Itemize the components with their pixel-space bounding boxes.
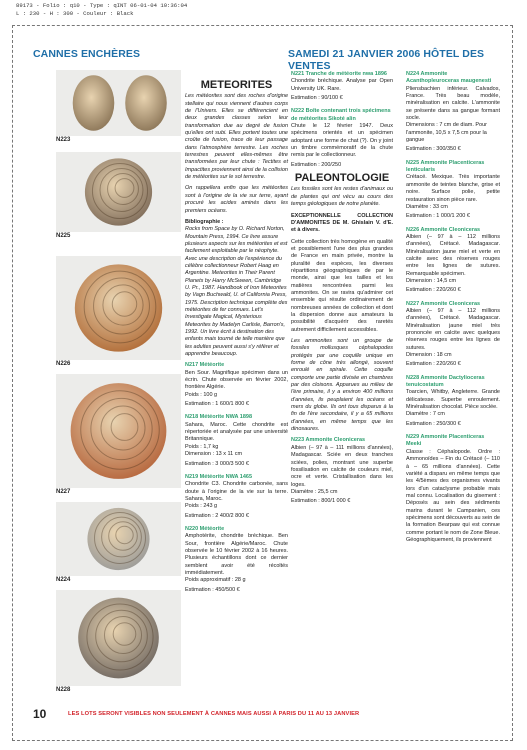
- lot-list-meteorites-2: [291, 71, 393, 169]
- section-title-paleontology: PALEONTOLOGIE: [294, 172, 390, 185]
- print-metadata-line-2: L : 230 - H : 300 - Couleur : Black: [16, 10, 134, 17]
- lot-description: Chute le 12 février 1947. Deux spécimens orientés et un spécimen adoptant une forme de chat (?). On y joint un timbre commémoratif de la chute remis par le collectionneur.: [291, 123, 393, 159]
- bibliography-text: Rocks from Space by O. Richard Norton, Mountain Press, 1994. Ce livre assure plusieurs aspects sur les météorites et est facilement exploitable par le néophyte. Avec une description de l'expérience du célèbre collectionneur Robert Haag en Argentine. Meteorites in Their Parent Planets by Harry McSween, Cambridge U. Pr., 1987. Handbook of Iron Meteorites by Vagn Buchwald, U. of California Press, 1975. Description technique complète des météorites de fer connues. Let's Investigate Magical, Mysterious Meteorites by Madelyn Carlisle, Barron's, 1992. Un livre écrit à destination des enfants mais tourné de telle manière que les adultes peuvent aussi s'y référer et apprendre beaucoup.: [185, 226, 288, 358]
- lot-details: Poids : 1,7 kg Dimension : 13 x 11 cm: [185, 443, 243, 458]
- lot-estimate: Estimation : 300/350 €: [406, 146, 461, 153]
- lot-description: Albien (– 97 à – 112 millions d'années), Crétacé. Madagascar. Minéralisation jaune miel très prononcée en calcite avec quelques réserves rouges entre les lignes de sutures.: [406, 307, 500, 351]
- lot-estimate: Estimation : 2 400/2 800 €: [185, 512, 249, 519]
- lot-list-meteorites-1: [185, 362, 288, 594]
- lot-title: N229 Ammonite Placenticeras Meeki: [406, 434, 485, 448]
- lot-entry: [406, 160, 500, 221]
- column-meteorites: [185, 79, 288, 600]
- lot-title: N227 Ammonite Cleoniceras: [406, 300, 481, 307]
- photo-lot-label: N228: [56, 687, 71, 693]
- lot-details: Dimension : 18 cm: [406, 352, 452, 359]
- lot-details: Dimension : 14,5 cm: [406, 277, 457, 284]
- lot-title: N220 Météorite: [185, 525, 225, 532]
- lot-details: Poids : 100 g: [185, 391, 218, 398]
- lot-entry: [185, 414, 288, 467]
- lot-entry: [406, 227, 500, 295]
- photo-column: [56, 70, 181, 700]
- lot-description: Pliensbachien inférieur. Calvados, France. Très beau modèle, minéralisation en calcite. L'ammonite se présente dans sa gangue formant socle.: [406, 85, 500, 122]
- section-title-meteorites: METEORITES: [200, 79, 273, 91]
- meteorites-intro-2: On rappellera enfin que les météorites sont à l'origine de la vie sur terre, ayant procuré les acides aminés dans les premiers océans.: [185, 185, 288, 214]
- lot-description: Sahara, Maroc. Cette chondrite est répertoriée et analysée par une université Britannique.: [185, 421, 288, 443]
- photo-lot-label: N226: [56, 361, 71, 367]
- lot-entry: [406, 375, 500, 428]
- lot-entry: [406, 434, 500, 544]
- specimen-photo: [56, 502, 181, 576]
- lot-list-ammonites-1: [291, 437, 393, 505]
- lot-details: Diamètre : 7 cm: [406, 411, 445, 418]
- lot-details: Diamètre : 25,5 cm: [291, 488, 338, 495]
- lot-title: N225 Ammonite Placenticeras lenticularis: [406, 159, 485, 174]
- lot-title: N221 Tranche de météorite nwa 1896: [291, 71, 387, 77]
- lot-estimate: Estimation : 200/250: [291, 161, 342, 168]
- header-sale-date: SAMEDI 21 JANVIER 2006 HÔTEL DES VENTES: [288, 48, 485, 72]
- lot-details: Diamètre : 33 cm: [406, 203, 448, 210]
- lot-description: Amphotérite, chondrite bréchique. Ben Sour, frontière Algérie/Maroc. Chute observée le 10 février 2002 à 16 heures. Plusieurs échantillons dont ce dernier semblent avoir été récoltés immédiatement.: [185, 533, 288, 576]
- paleontology-intro: Les fossiles sont les restes d'animaux ou de plantes qui ont vécu au cours des temps géologiques de notre planète.: [291, 186, 393, 208]
- lot-estimate: Estimation : 250/300 €: [406, 420, 461, 427]
- photo-lot-label: N227: [56, 489, 71, 495]
- lot-entry: [406, 71, 500, 154]
- lot-estimate: Estimation : 450/500 €: [185, 586, 240, 593]
- lot-details: Dimensions : 7 cm de diam. Pour l'ammonite, 10,5 x 7,5 cm pour la gangue: [406, 122, 488, 144]
- lot-estimate: Estimation : 1 000/1 200 €: [406, 213, 470, 220]
- collection-text: Cette collection très homogène en qualité et possiblement l'une des plus grandes de France en main privée, montre la pluralité des espèces, les diverses répartitions géographiques de par le monde, ainsi que les tailles et les matières rencontrées parmi les ammonites. On se ravira qu'admirer cet ensemble qui résulte ordinairement de nombreuses années de collection et dont la dispersion donne aux amateurs la possibilité d'acquérir des raretés autrement difficilement accessibles.: [291, 238, 393, 333]
- lot-description: Crétacé. Mexique. Très importante ammonite de teintes blanche, grise et noire. Surface polie, petite restauration sinon pièce rare.: [406, 174, 500, 203]
- specimen-photo: [56, 256, 181, 360]
- photo-lot-label: N223: [56, 137, 71, 143]
- lot-estimate: Estimation : 220/260 €: [406, 361, 461, 368]
- photo-lot-label: N225: [56, 233, 71, 239]
- header-auction-house: CANNES ENCHÈRES: [33, 48, 141, 60]
- lot-title: N218 Météorite NWA 1898: [185, 414, 253, 421]
- lot-estimate: Estimation : 1 600/1 800 €: [185, 401, 249, 408]
- lot-entry: [291, 71, 393, 102]
- lot-description: Chondrite bréchique. Analyse par Open University UK. Rare.: [291, 78, 393, 92]
- column-middle: [291, 71, 393, 512]
- lot-title: N226 Ammonite Cleoniceras: [406, 226, 481, 233]
- lot-description: Ben Sour. Magnifique spécimen dans un écrin. Chute observée en février 2002, frontière Algérie.: [185, 369, 288, 391]
- lot-description: Albien (– 97 à – 112 millions d'années), Crétacé. Madagascar. Minéralisation jaune miel et verte en calcite avec des réserves rouges entre les lignes de sutures. Remarquable spécimen.: [406, 233, 500, 277]
- lot-list-ammonites-2: [406, 71, 500, 544]
- lot-entry: [185, 526, 288, 594]
- lot-entry: [291, 108, 393, 169]
- photo-lot-label: N224: [56, 577, 71, 583]
- lot-entry: [185, 474, 288, 520]
- specimen-photo: [56, 590, 181, 686]
- lot-estimate: Estimation : 3 000/3 500 €: [185, 460, 249, 467]
- lot-title: N219 Météorite NWA 1465: [185, 473, 253, 480]
- lot-entry: [291, 437, 393, 505]
- collection-heading: EXCEPTIONNELLE COLLECTION D'AMMONITES DE M. Ghislain V. d'E. et à divers.: [291, 212, 393, 234]
- specimen-photo: [56, 70, 181, 136]
- lot-estimate: Estimation : 800/1 000 €: [291, 498, 351, 505]
- lot-title: N217 Météorite: [185, 362, 225, 369]
- lot-description: Classe : Céphalopode. Ordre : Ammonoïdes – Fin du Crétacé (– 110 à – 65 millions d'années). Cette variété a disparu en même temps que les 4/5èmes des organismes vivants lors d'un cataclysme probable mais mal connu. Localisation du gisement : Déposés au sein des sédiments marins durant le Campanien, ces spécimens sont découverts au sein de la formation Bearpaw qui est connue comme portant le nom de Zone Bleue. Géographiquement, ils proviennent: [406, 448, 500, 543]
- ammonite-intro: Les ammonites sont un groupe de fossiles mollusques céphalopodes protégés par une coquille unique en forme de cône très allongé, souvent enroulé en spirale. Cette coquille comporte une partie divisée en chambres par des cloisons. Apparues au milieu de l'ère primaire, il y a environ 400 millions d'années, ils peuplaient les océans et mers du globe. Ils ont tous disparus à la fin de l'ère secondaire, il y a 65 millions d'années, en même temps que les dinosaures.: [291, 338, 393, 433]
- specimen-photo: [56, 374, 181, 488]
- lot-title: N228 Ammonite Dactylioceras tenuicostatum: [406, 374, 485, 389]
- footer-notice: LES LOTS SERONT VISIBLES NON SEULEMENT À CANNES MAIS AUSSI À PARIS DU 11 AU 13 JANVIER: [68, 711, 360, 717]
- lot-estimate: Estimation : 90/100 €: [291, 95, 343, 102]
- print-metadata: [16, 2, 187, 18]
- lot-title: N223 Ammonite Cleoniceras: [291, 437, 366, 444]
- page-number: 10: [33, 707, 47, 721]
- lot-details: Poids : 243 g: [185, 503, 218, 510]
- lot-title: N224 Ammonite Acanthopleuroceras maugenesti: [406, 71, 492, 85]
- print-metadata-line-1: 89173 - Folio : q10 - Type : qINT 06-01-04 10:36:04: [16, 2, 188, 9]
- lot-details: Poids approximatif : 28 g: [185, 577, 246, 584]
- lot-entry: [406, 301, 500, 369]
- lot-entry: [185, 362, 288, 408]
- specimen-photo: [56, 152, 181, 232]
- lot-description: Toarcien, Whitby, Angleterre. Grande délicatesse. Superbe enroulement. Minéralisation chocolat. Pièce soclée.: [406, 389, 500, 411]
- lot-description: Albien (– 97 à – 111 millions d'années), Madagascar. Sciée en deux tranches sciées, polies, montrant une superbe fossilisation en calcite de couleurs miel, ocre et verte. Cristallisation dans les loges.: [291, 444, 393, 488]
- bibliography-heading: Bibliographie :: [185, 218, 224, 225]
- column-ammonites: [406, 71, 500, 550]
- bibliography: [185, 219, 288, 359]
- lot-description: Chondrite C3. Chondrite carbonée, sans doute à l'origine de la vie sur la terre. Sahara, Maroc.: [185, 481, 288, 502]
- meteorites-intro-1: Les météorites sont des roches d'origine stellaire qui nous viennent d'autres corps de l'Univers. Elles se différencient en deux grandes classes selon leur transformation due au degré de fusion qu'elles ont subi. Elles portent toutes une croûte de fusion, trace de leur passage dans l'atmosphère terrestre. Les roches terrestres peuvent elles-mêmes être transformées par leur chute : Tectites et Impactites proviennent ainsi de la collision de météorites sur le sol terrestre.: [185, 93, 288, 181]
- lot-estimate: Estimation : 220/260 €: [406, 287, 461, 294]
- lot-title: N222 Boîte contenant trois spécimens de météorites Sikoté alin: [291, 108, 391, 122]
